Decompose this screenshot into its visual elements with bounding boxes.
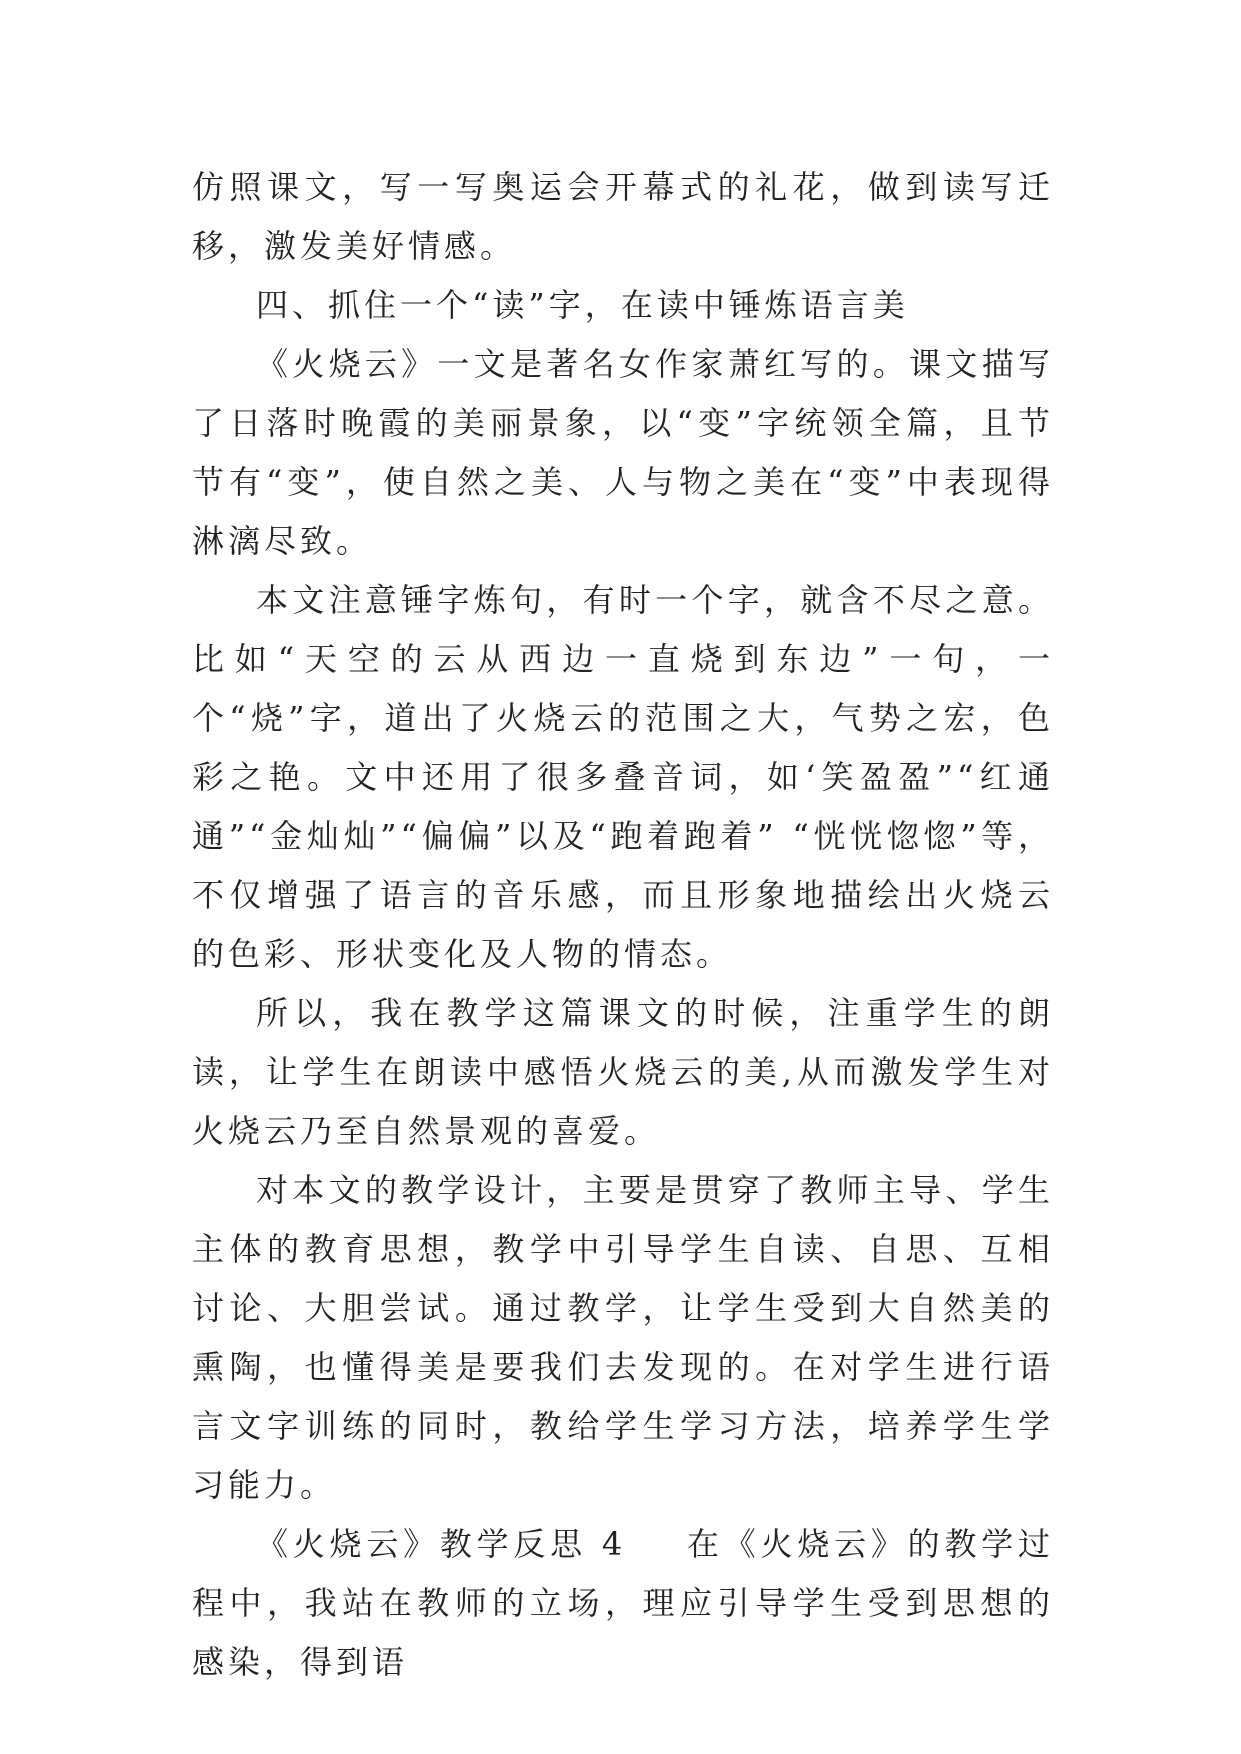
paragraph-6: 对本文的教学设计，主要是贯穿了教师主导、学生主体的教育思想，教学中引导学生自读、自思、互相讨论、大胆尝试。通过教学，让学生受到大自然美的熏陶，也懂得美是要我们去发现的。在对学生进行语言文字训练的同时，教给学生学习方法，培养学生学习能力。 bbox=[192, 1171, 1054, 1504]
paragraph-1: 仿照课文，写一写奥运会开幕式的礼花，做到读写迁移，激发美好情感。 bbox=[192, 168, 1054, 265]
document-body bbox=[192, 158, 1054, 1692]
paragraph-7 bbox=[192, 1515, 1054, 1692]
reflection-body: 在《火烧云》的教学过程中，我站在教师的立场，理应引导学生受到思想的感染，得到语 bbox=[192, 1525, 1054, 1681]
section-heading-4: 四、抓住一个“读”字，在读中锤炼语言美 bbox=[256, 286, 909, 324]
paragraph-3: 《火烧云》一文是著名女作家萧红写的。课文描写了日落时晚霞的美丽景象，以“变”字统领全篇，且节节有“变”，使自然之美、人与物之美在“变”中表现得淋漓尽致。 bbox=[192, 345, 1054, 560]
paragraph-4: 本文注意锤字炼句，有时一个字，就含不尽之意。比如“天空的云从西边一直烧到东边”一句，一个“烧”字，道出了火烧云的范围之大，气势之宏，色彩之艳。文中还用了很多叠音词，如‘笑盈盈”“红通通”“金灿灿”“偏偏”以及“跑着跑着” “恍恍惚惚”等，不仅增强了语言的音乐感，而且形象地描绘出火烧云的色彩、形状变化及人物的情态。 bbox=[192, 581, 1054, 973]
paragraph-5: 所以，我在教学这篇课文的时候，注重学生的朗读，让学生在朗读中感悟火烧云的美,从而激发学生对火烧云乃至自然景观的喜爱。 bbox=[192, 994, 1054, 1150]
reflection-heading: 《火烧云》教学反思 4 bbox=[256, 1525, 627, 1563]
